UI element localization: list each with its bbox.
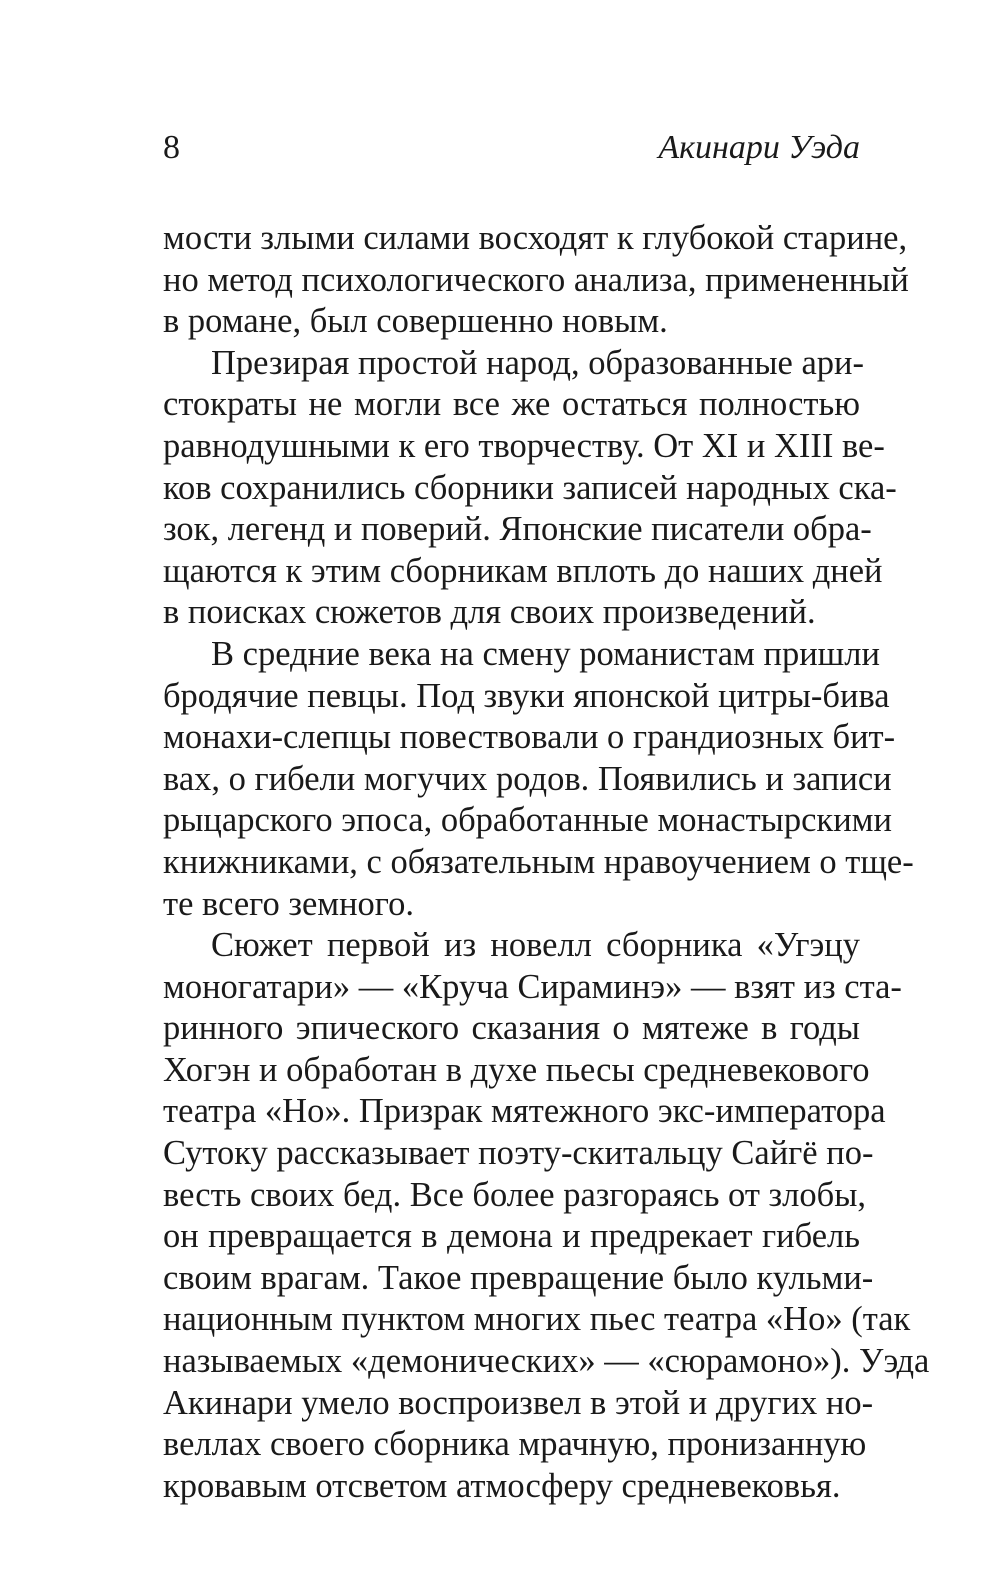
text-line: в поисках сюжетов для своих произведений. [163,593,816,632]
page-number: 8 [163,129,180,166]
text-line: Презирая простой народ, образованные ари- [211,343,864,382]
text-line: В средние века на смену романистам пришли [211,634,880,673]
text-line: называемых «демонических» — «сюрамоно»). Уэда [163,1342,930,1381]
text-line: кровавым отсветом атмосферу средневековья. [163,1466,841,1505]
text-line: щаются к этим сборникам вплоть до наших дней [163,551,883,590]
running-head-author: Акинари Уэда [658,129,860,166]
text-line: стократы не могли все же остаться полностью [163,385,860,424]
text-line: он превращается в демона и предрекает гибель [163,1217,860,1256]
text-line: ков сохранились сборники записей народных ска- [163,468,897,507]
text-line: в романе, был совершенно новым. [163,302,668,341]
text-line: книжниками, с обязательным нравоучением о тще- [163,842,914,881]
text-line: веллах своего сборника мрачную, пронизанную [163,1425,867,1464]
text-line: моногатари» — «Круча Сираминэ» — взят из ста- [163,967,902,1006]
text-line: Сюжет первой из новелл сборника «Угэцу [211,926,860,965]
text-line: те всего земного. [163,884,414,923]
text-line: бродячие певцы. Под звуки японской цитры-бива [163,676,890,715]
text-line: рыцарского эпоса, обработанные монастырскими [163,801,892,840]
text-line: ринного эпического сказания о мятеже в годы [163,1009,860,1048]
text-line: Хогэн и обработан в духе пьесы средневекового [163,1050,870,1089]
body-text [163,218,930,1507]
text-line: театра «Но». Призрак мятежного экс-императора [163,1092,886,1131]
text-line: вах, о гибели могучих родов. Появились и записи [163,759,892,798]
running-head [163,128,860,168]
text-line: своим врагам. Такое превращение было кульми- [163,1258,874,1297]
text-line: Акинари умело воспроизвел в этой и других но- [163,1383,874,1422]
text-line: но метод психологического анализа, примененный [163,260,909,299]
text-line: зок, легенд и поверий. Японские писатели обра- [163,510,872,549]
text-line: равнодушными к его творчеству. От XI и XIII ве- [163,426,885,465]
text-line: весть своих бед. Все более разгораясь от злобы, [163,1175,867,1214]
text-line: мости злыми силами восходят к глубокой старине, [163,219,908,257]
text-line: национным пунктом многих пьес театра «Но» (так [163,1300,911,1339]
text-line: монахи-слепцы повествовали о грандиозных бит- [163,718,896,757]
text-line: Сутоку рассказывает поэту-скитальцу Сайгё по- [163,1134,874,1173]
